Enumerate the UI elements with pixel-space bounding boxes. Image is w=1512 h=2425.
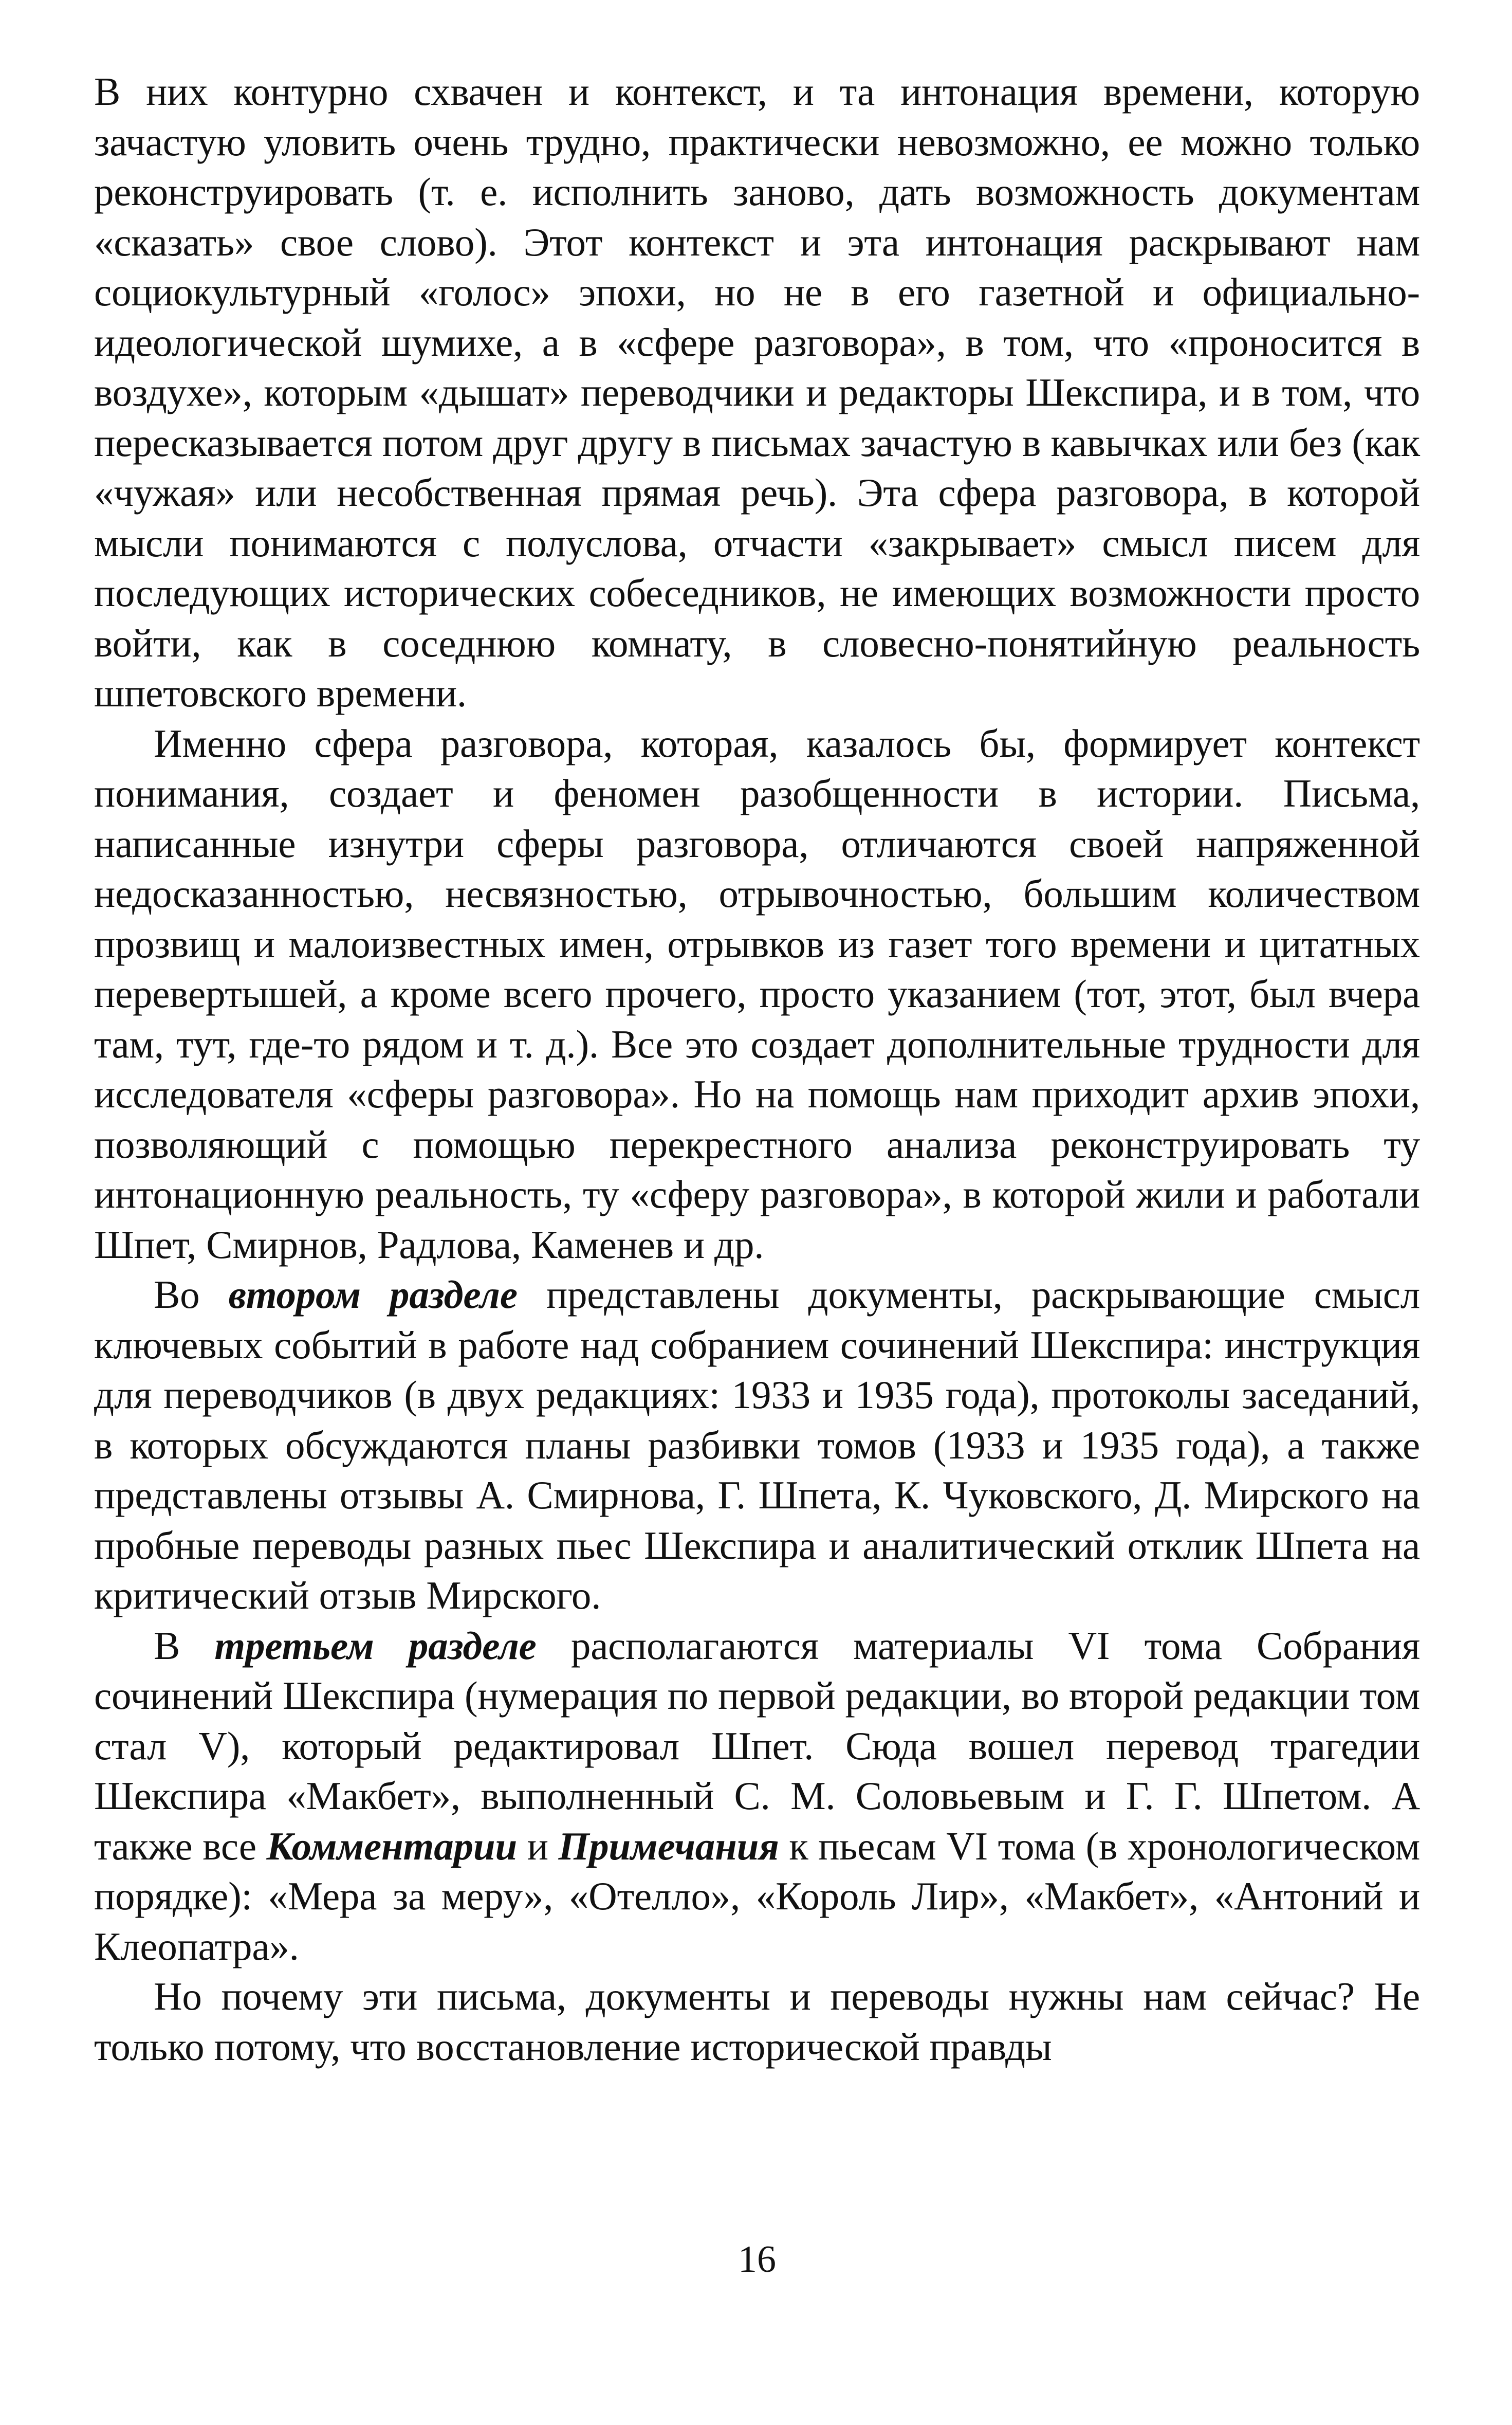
paragraph-text: Во [154,1272,229,1317]
emphasis-text: втором разделе [228,1272,518,1317]
book-page [94,67,1420,2355]
paragraph-text: представлены документы, раскрывающие смысл ключевых событий в работе над собранием сочинений Шекспира: инструкция для переводчиков (в двух редакциях: 1933 и 1935 года), протоколы заседаний, в которых обсуждаются планы разбивки томов (1933 и 1935 года), а также представлены отзывы А. Смирнова, Г. Шпета, К. Чуковского, Д. Мирского на пробные переводы разных пьес Шекспира и аналитический отклик Шпета на критический отзыв Мирского. [94,1272,1420,1617]
paragraph-text: Именно сфера разговора, которая, казалось бы, формирует контекст понимания, создает и феномен разобщенности в истории. Письма, написанные изнутри сферы разговора, отличаются своей напряженной недосказанностью, несвязностью, отрывочностью, большим количеством прозвищ и малоизвестных имен, отрывков из газет того времени и цитатных перевертышей, а кроме всего прочего, просто указанием (тот, этот, был вчера там, тут, где-то рядом и т. д.). Все это создает дополнительные трудности для исследователя «сферы разговора». Но на помощь нам приходит архив эпохи, позволяющий с помощью перекрестного анализа реконструировать ту интонационную реальность, ту «сферу разговора», в которой жили и работали Шпет, Смирнов, Радлова, Каменев и др. [94,721,1420,1267]
paragraph [94,1621,1420,1972]
paragraph [94,719,1420,1270]
paragraph-text: В них контурно схвачен и контекст, и та интонация времени, которую зачастую уловить очень трудно, практически невозможно, ее можно только реконструировать (т. е. исполнить заново, дать возможность документам «сказать» свое слово). Этот контекст и эта интонация раскрывают нам социокультурный «голос» эпохи, но не в его газетной и официально-идеологической шумихе, а в «сфере разговора», в том, что «проносится в воздухе», которым «дышат» переводчики и редакторы Шекспира, и в том, что пересказывается потом друг другу в письмах зачастую в кавычках или без (как «чужая» или несобственная прямая речь). Эта сфера разговора, в которой мысли понимаются с полуслова, отчасти «закрывает» смысл писем для последующих исторических собеседников, не имеющих возможности просто войти, как в соседнюю комнату, в словесно-понятийную реальность шпетовского времени. [94,69,1420,715]
paragraph-text: располагаются материалы VI тома Собрания сочинений Шекспира (нумерация по первой редакции, во второй редакции том стал V), который редактировал Шпет. Сюда вошел перевод трагедии Шекспира «Макбет», выполненный С. М. Соловьевым и Г. Г. Шпетом. А также все [94,1623,1420,1868]
paragraph-text: и [517,1824,559,1868]
emphasis-text: Комментарии [266,1824,518,1868]
emphasis-text: Примечания [558,1824,779,1868]
body-text [94,67,1420,2072]
paragraph-text: Но почему эти письма, документы и переводы нужны нам сейчас? Не только потому, что восстановление исторической правды [94,1974,1420,2069]
emphasis-text: третьем разделе [214,1623,537,1668]
page-number: 16 [738,2238,776,2281]
paragraph [94,1270,1420,1621]
paragraph [94,1972,1420,2072]
paragraph-text: В [154,1623,215,1668]
paragraph-text: к пьесам VI тома (в хронологическом порядке): «Мера за меру», «Отелло», «Король Лир», «Макбет», «Антоний и Клеопатра». [94,1824,1420,1968]
paragraph [94,67,1420,719]
